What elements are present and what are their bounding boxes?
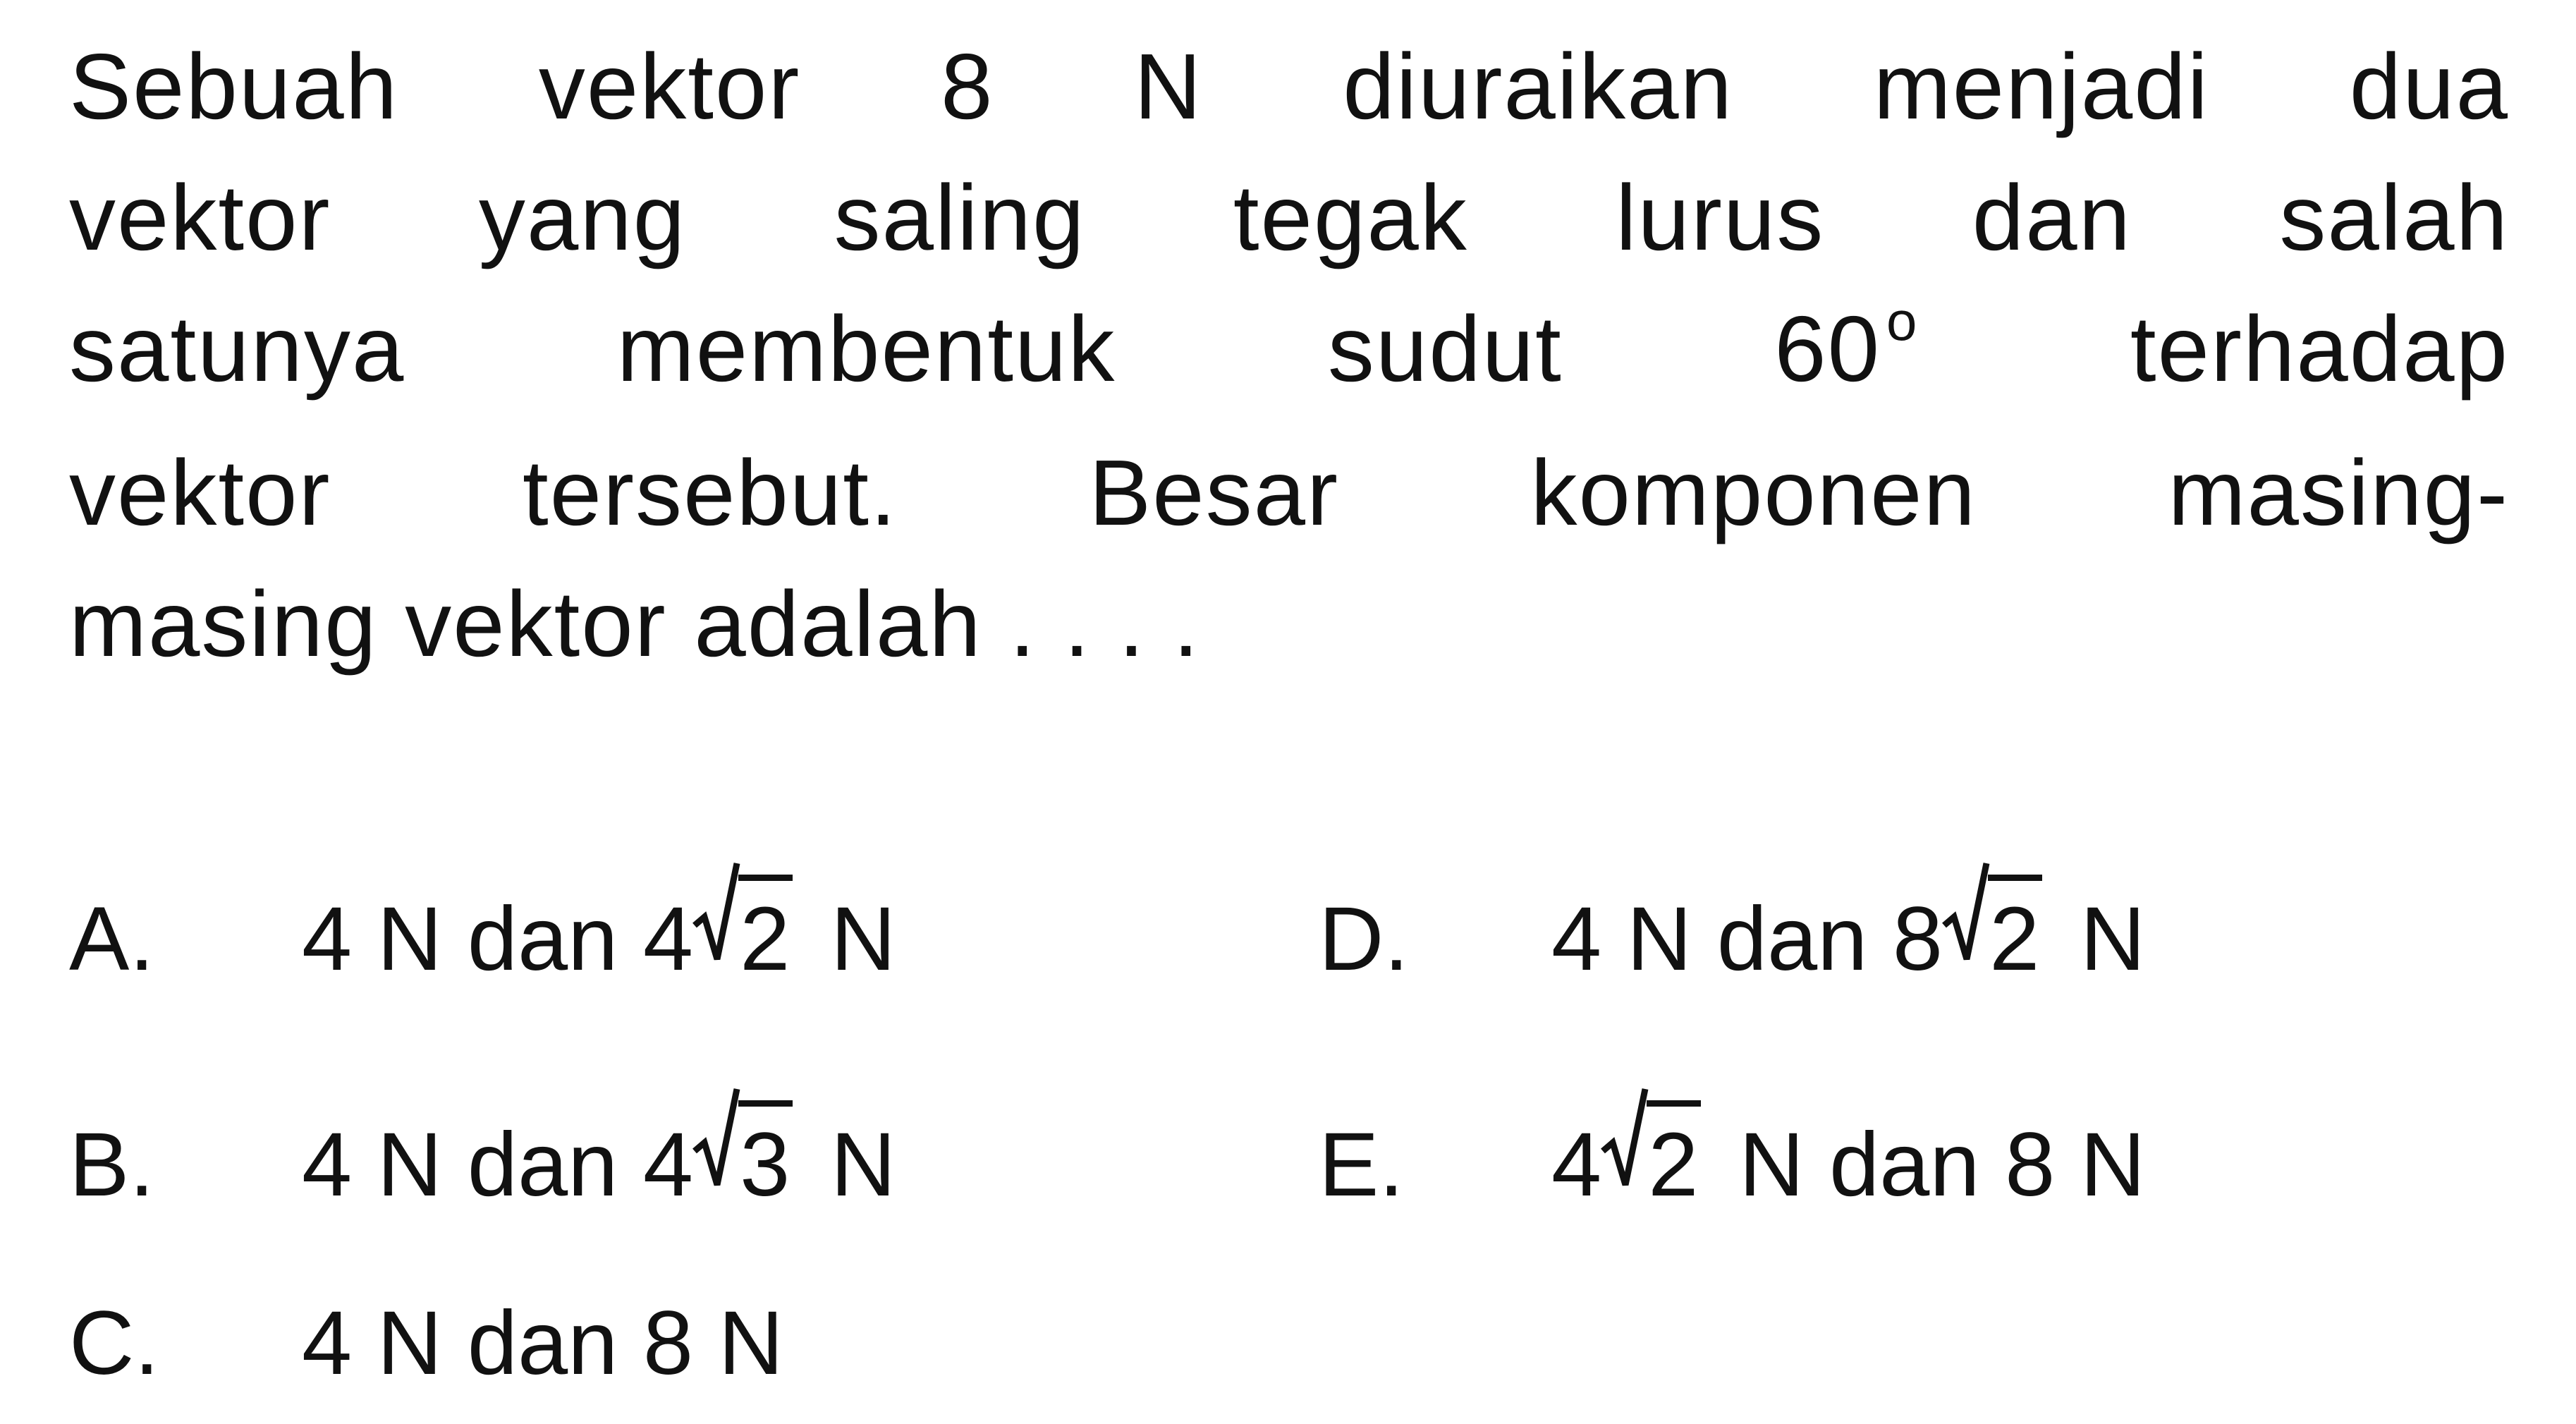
option-b-answer <box>302 1100 896 1218</box>
question-line-5: masing vektor adalah . . . . <box>69 572 1201 676</box>
question-line-3-end: terhadap <box>2130 297 2509 401</box>
option-a-prefix: 4 N dan 4 <box>302 889 694 990</box>
option-b[interactable] <box>69 1100 896 1218</box>
option-e-answer <box>1551 1100 2145 1218</box>
degree-symbol: o <box>1886 290 1919 352</box>
option-c-letter: C. <box>69 1293 159 1394</box>
option-a-answer <box>302 875 896 992</box>
option-a-radicand: 2 <box>738 875 793 992</box>
question-line-3-start: satunya membentuk sudut 60 <box>69 297 1881 401</box>
question-line-2: vektor yang saling tegak lurus dan salah <box>69 166 2509 269</box>
sqrt-symbol <box>693 875 793 992</box>
option-a-letter: A. <box>69 889 154 990</box>
question-line-3 <box>69 284 2509 427</box>
option-d-answer <box>1551 875 2145 992</box>
option-d-radicand: 2 <box>1988 875 2042 992</box>
option-c[interactable] <box>69 1291 783 1396</box>
question-text <box>69 21 2509 690</box>
option-b-radicand: 3 <box>738 1100 793 1218</box>
option-a-suffix: N <box>805 889 896 990</box>
option-e[interactable] <box>1319 1100 2145 1218</box>
option-b-prefix: 4 N dan 4 <box>302 1114 694 1215</box>
option-b-suffix: N <box>805 1114 896 1215</box>
option-d-letter: D. <box>1319 889 1409 990</box>
question-line-1: Sebuah vektor 8 N diuraikan menjadi dua <box>69 35 2509 138</box>
option-a[interactable] <box>69 875 896 992</box>
option-e-prefix: 4 <box>1551 1114 1602 1215</box>
sqrt-symbol <box>1601 1100 1701 1218</box>
option-e-radicand: 2 <box>1647 1100 1701 1218</box>
option-b-letter: B. <box>69 1114 154 1215</box>
sqrt-symbol <box>1943 875 2042 992</box>
option-e-letter: E. <box>1319 1114 1404 1215</box>
option-d-suffix: N <box>2055 889 2146 990</box>
option-d-prefix: 4 N dan 8 <box>1551 889 1943 990</box>
option-d[interactable] <box>1319 875 2145 992</box>
question-line-4: vektor tersebut. Besar komponen masing- <box>69 441 2509 544</box>
option-e-suffix: N dan 8 N <box>1714 1114 2146 1215</box>
option-c-answer: 4 N dan 8 N <box>302 1293 784 1394</box>
sqrt-symbol <box>693 1100 793 1218</box>
